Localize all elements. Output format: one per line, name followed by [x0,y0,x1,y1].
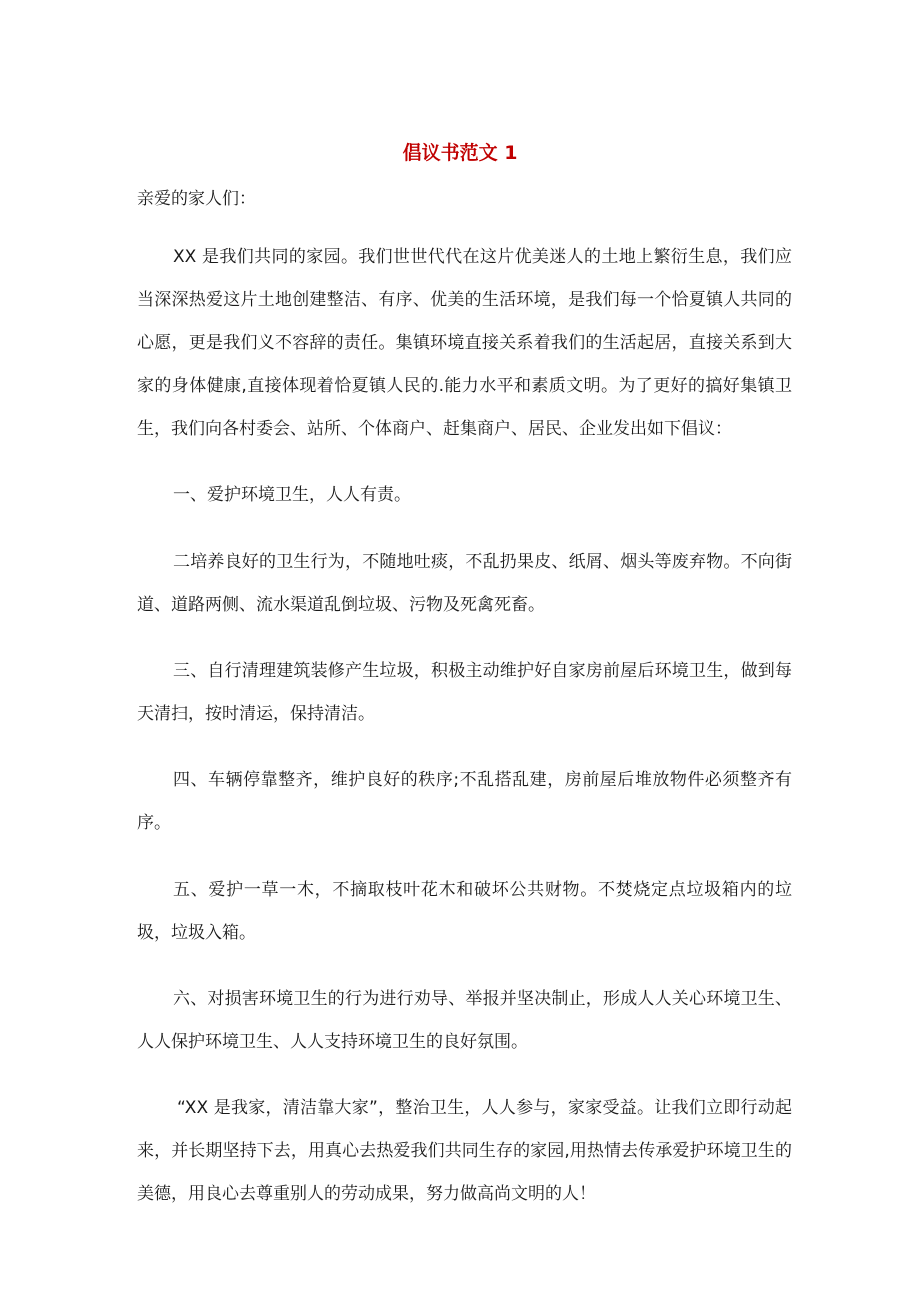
paragraph-item-1: 一、爱护环境卫生，人人有责。 [173,485,411,505]
paragraph-item-6: 六、对损害环境卫生的行为进行劝导、举报并坚决制止，形成人人关心环境卫生、人人保护环境卫生、人人支持环境卫生的良好氛围。 [137,989,792,1052]
paragraph-intro: XX 是我们共同的家园。我们世世代代在这片优美迷人的土地上繁衍生息，我们应当深深热爱这片土地创建整洁、有序、优美的生活环境，是我们每一个恰夏镇人共同的心愿，更是我们义不容辞的责任。集镇环境直接关系着我们的生活起居，直接关系到大家的身体健康,直接体现着恰夏镇人民的.能力水平和素质文明。为了更好的搞好集镇卫生，我们向各村委会、站所、个体商户、赶集商户、居民、企业发出如下倡议： [137,247,792,439]
document-body [137,236,792,1239]
paragraph-item-3: 三、自行清理建筑装修产生垃圾，积极主动维护好自家房前屋后环境卫生，做到每天清扫，按时清运，保持清洁。 [137,661,792,724]
greeting: 亲爱的家人们： [137,189,256,209]
paragraph-closing: “XX 是我家，清洁靠大家”，整治卫生，人人参与，家家受益。让我们立即行动起来，并长期坚持下去，用真心去热爱我们共同生存的家园,用热情去传承爱护环境卫生的美德，用良心去尊重别人的劳动成果，努力做高尚文明的人！ [137,1098,792,1204]
paragraph-item-5: 五、爱护一草一木，不摘取枝叶花木和破坏公共财物。不焚烧定点垃圾箱内的垃圾，垃圾入箱。 [137,880,792,943]
paragraph-item-4: 四、车辆停靠整齐，维护良好的秩序;不乱搭乱建，房前屋后堆放物件必须整齐有序。 [137,770,792,833]
document-title: 倡议书范文 1 [402,142,518,164]
paragraph-item-2: 二培养良好的卫生行为，不随地吐痰，不乱扔果皮、纸屑、烟头等废弃物。不向街道、道路两侧、流水渠道乱倒垃圾、污物及死禽死畜。 [137,552,792,615]
